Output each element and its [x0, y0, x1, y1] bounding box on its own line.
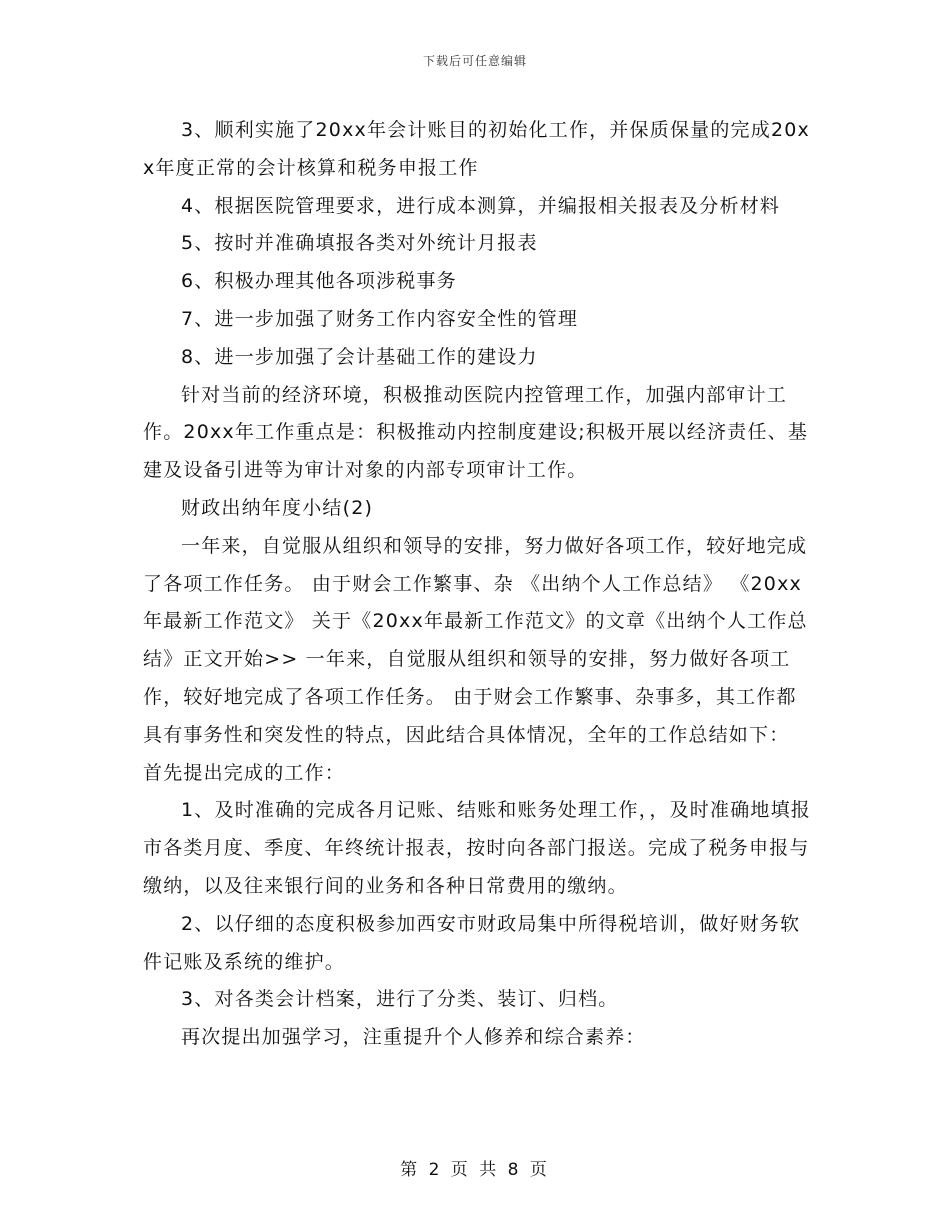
paragraph-item-3: 3、顺利实施了20xx年会计账目的初始化工作，并保质保量的完成20xx年度正常的会计核算和税务申报工作	[143, 119, 810, 179]
paragraph-audit-focus: 针对当前的经济环境，积极推动医院内控管理工作，加强内部审计工作。20xx年工作重点是：积极推动内控制度建设;积极开展以经济责任、基建及设备引进等为审计对象的内部专项审计工作。	[143, 383, 809, 482]
paragraph-work-1: 1、及时准确的完成各月记账、结账和账务处理工作，，及时准确地填报市各类月度、季度、年终统计报表，按时向各部门报送。完成了税务申报与缴纳，以及往来银行间的业务和各种日常费用的缴纳。	[143, 799, 811, 897]
paragraph-intro: 一年来，自觉服从组织和领导的安排，努力做好各项工作，较好地完成了各项工作任务。 由于财会工作繁事、杂 《出纳个人工作总结》 《20xx年最新工作范文》 关于《20xx年最新工作范文》的文章《出纳个人工作总结》正文开始>> 一年来，自觉服从组织和领导的安排，努力做好各项工作，较好地完成了各项工作任务。 由于财会工作繁事、杂事多，其工作都具有事务性和突发性的特点，因此结合具体情况，全年的工作总结如下： 首先提出完成的工作：	[143, 534, 826, 784]
page-header: 下载后可任意编辑	[422, 54, 527, 68]
section-heading: 财政出纳年度小结(2)	[181, 496, 374, 519]
paragraph-work-2: 2、以仔细的态度积极参加西安市财政局集中所得税培训，做好财务软件记账及系统的维护。	[143, 912, 801, 973]
paragraph-work-3: 3、对各类会计档案，进行了分类、装订、归档。	[181, 988, 619, 1011]
paragraph-item-4: 4、根据医院管理要求，进行成本测算，并编报相关报表及分析材料	[181, 194, 781, 217]
paragraph-item-6: 6、积极办理其他各项涉税事务	[181, 270, 457, 293]
document-body	[143, 112, 826, 1057]
page-number: 第 2 页 共 8 页	[400, 1160, 550, 1180]
paragraph-study: 再次提出加强学习，注重提升个人修养和综合素养：	[181, 1026, 646, 1049]
paragraph-item-8: 8、进一步加强了会计基础工作的建设力	[181, 345, 538, 368]
paragraph-item-7: 7、进一步加强了财务工作内容安全性的管理	[181, 307, 579, 330]
paragraph-item-5: 5、按时并准确填报各类对外统计月报表	[181, 232, 538, 255]
